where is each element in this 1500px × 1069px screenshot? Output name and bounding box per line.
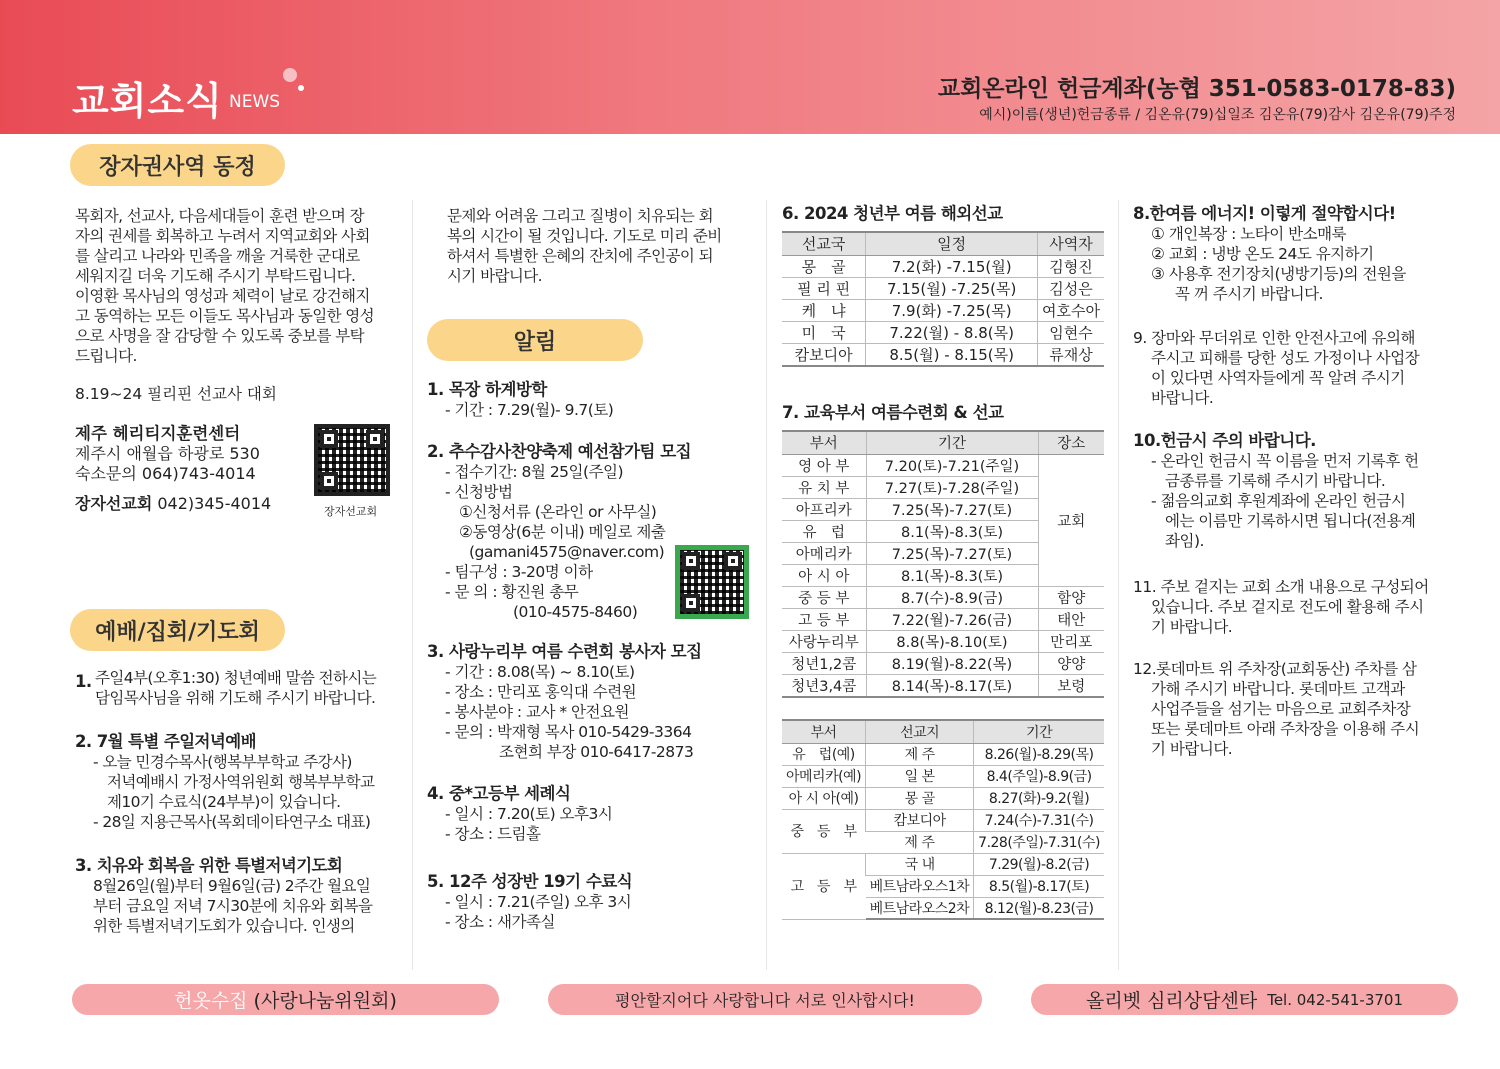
table-row: 아 시 아(예) 몽 골 8.27(화)-9.2(월)	[782, 787, 1104, 809]
account-info: 교회온라인 헌금계좌(농협 351-0583-0178-83)	[937, 76, 1456, 102]
info-11: 11. 주보 겉지는 교회 소개 내용으로 구성되어 있습니다. 주보 겉지로 전도에 활용해 주시 기 바랍니다.	[1133, 578, 1429, 636]
info-9: 9. 장마와 무더위로 인한 안전사고에 유의해 주시고 피해를 당한 성도 가정이나 사업장 이 있다면 사역자들에게 꼭 알려 주시기 바랍니다.	[1133, 329, 1420, 407]
table-row: 미 국 7.22(월) - 8.8(목) 임현수	[782, 321, 1104, 343]
table-row: 중 등 부 8.7(수)-8.9(금) 함양	[782, 586, 1104, 608]
retreat-table: 부서 기간 장소 영 아 부 7.20(토)-7.21(주일) 교회 유 치 부 7.27(토)-7.28(주일) 아프리카 7.25(목)-7.27(토) 유 럽 8.1(목)-8.3(토) 아메리카 7.25(목)-7.27(토) 아 시 아 8.1(목)-8.3(토) 중 등 부 8.7(수)-8.9(금) 함양 고 등 부 7.22(월)-7.26(금) 태안 사랑누리부 8.8(목)-8.10(토) 만리포 청년1,2콤 8.19(월)-8.22(목) 양양 청년3,4콤 8.14(목)-8.17(토) 보령	[782, 430, 1104, 698]
table-row: 사랑누리부 8.8(목)-8.10(토) 만리포	[782, 630, 1104, 652]
section-worship: 예배/집회/기도회	[70, 609, 285, 651]
venue-info: 제주 헤리티지훈련센터 제주시 애월읍 하광로 530 숙소문의 064)743-4014 장자선교회 042)345-4014	[75, 424, 272, 513]
worship-item-3: 3. 치유와 회복을 위한 특별저녁기도회 8월26일(월)부터 9월6일(금) 2주간 월요일 부터 금요일 저녁 7시30분에 치유와 회복을 위한 특별저녁기도회가 있습니다. 인생의	[75, 856, 373, 935]
notice-3: 3. 사랑누리부 여름 수련회 봉사자 모집 - 기간 : 8.08(목) ~ 8.10(토) - 장소 : 만리포 홍익대 수련원 - 봉사분야 : 교사 * 안전요원 - 문의 : 박재형 목사 010-5429-3364 조현희 부장 010-6417-2873	[427, 642, 702, 761]
notice-4: 4. 중*고등부 세례식 - 일시 : 7.20(토) 오후3시 - 장소 : 드림홀	[427, 784, 613, 843]
qr-code-icon[interactable]	[676, 546, 748, 618]
table-6-title: 6. 2024 청년부 여름 해외선교	[782, 204, 1003, 223]
divider	[1118, 200, 1119, 970]
info-8: 8.한여름 에너지! 이렇게 절약합시다! ① 개인복장 : 노타이 반소매룩 ② 교회 : 냉방 온도 24도 유지하기 ③ 사용후 전기장치(냉방기등)의 전원을 꼭 꺼 주시기 바랍니다.	[1133, 204, 1406, 303]
header-banner	[0, 0, 1500, 134]
qr-caption: 장자선교회	[324, 505, 378, 518]
table-row: 케 냐 7.9(화) -7.25(목) 여호수아	[782, 299, 1104, 321]
brand-title: 교회소식	[72, 79, 223, 123]
footer-counseling: 올리벳 심리상담센타 Tel. 042-541-3701	[1031, 984, 1458, 1015]
table-row: 유 럽(예) 제 주 8.26(월)-8.29(목)	[782, 743, 1104, 765]
table-row: 유 럽 8.1(목)-8.3(토)	[782, 520, 1104, 542]
notice-5: 5. 12주 성장반 19기 수료식 - 일시 : 7.21(주일) 오후 3시 - 장소 : 새가족실	[427, 872, 633, 931]
section-notice: 알림	[427, 319, 643, 361]
section-missionary: 장자권사역 동정	[70, 144, 285, 186]
account-example: 예시)이름(생년)헌금종류 / 김온유(79)십일조 김온유(79)감사 김온유(79)주정	[979, 107, 1456, 123]
table-row: 고 등 부 7.22(월)-7.26(금) 태안	[782, 608, 1104, 630]
table-row: 유 치 부 7.27(토)-7.28(주일)	[782, 476, 1104, 498]
worship-item-1: 1. 주일4부(오후1:30) 청년예배 말씀 전하시는 담임목사님을 위해 기도해 주시기 바랍니다.	[75, 669, 377, 707]
table-row: 아메리카 7.25(목)-7.27(토)	[782, 542, 1104, 564]
prayer-continued: 문제와 어려움 그리고 질병이 치유되는 회 복의 시간이 될 것입니다. 기도로 미리 준비 하셔서 특별한 은혜의 잔치에 주인공이 되 시기 바랍니다.	[447, 207, 722, 285]
table-row: 베트남라오스2차 8.12(월)-8.23(금)	[782, 897, 1104, 919]
notice-1: 1. 목장 하계방학 - 기간 : 7.29(월)- 9.7(토)	[427, 380, 614, 419]
table-row: 아 시 아 8.1(목)-8.3(토)	[782, 564, 1104, 586]
table-row: 청년1,2콤 8.19(월)-8.22(목) 양양	[782, 652, 1104, 674]
table-row: 중 등 부 캄보디아 7.24(수)-7.31(수)	[782, 809, 1104, 831]
notice-2: 2. 추수감사찬양축제 예선참가팀 모집 - 접수기간: 8월 25일(주일) - 신청방법 ①신청서류 (온라인 or 사무실) ②동영상(6분 이내) 메일로 제출 (gamani4575@naver.com) - 팀구성 : 3-20명 이하 - 문 의 : 황진원 총무 (010-4575-8460)	[427, 442, 692, 621]
table-row: 필 리 핀 7.15(월) -7.25(목) 김성은	[782, 277, 1104, 299]
decor-dot-icon	[283, 68, 297, 82]
table-row: 베트남라오스1차 8.5(월)-8.17(토)	[782, 875, 1104, 897]
divider	[766, 200, 767, 970]
brand-subtitle: NEWS	[229, 92, 281, 112]
qr-code-icon[interactable]	[314, 424, 390, 496]
decor-dot-small-icon	[298, 85, 304, 91]
info-12: 12.롯데마트 위 주차장(교회동산) 주차를 삼 가해 주시기 바랍니다. 롯데마트 고객과 사업주들을 섬기는 마음으로 교회주차장 또는 롯데마트 아래 주차장을 이용해 주시 기 바랍니다.	[1133, 660, 1420, 758]
table-7-title: 7. 교육부서 여름수련회 & 선교	[782, 403, 1004, 422]
event-info: 8.19~24 필리핀 선교사 대회	[75, 385, 277, 403]
info-10: 10.헌금시 주의 바랍니다. - 온라인 헌금시 꼭 이름을 먼저 기록후 헌 금종류를 기록해 주시기 바랍니다. - 젊음의교회 후원계좌에 온라인 헌금시 에는 이름만 기록하시면 됩니다(전용계 좌임).	[1133, 431, 1419, 550]
table-row: 영 아 부 7.20(토)-7.21(주일) 교회	[782, 454, 1104, 476]
outreach-table: 부서 선교지 기간 유 럽(예) 제 주 8.26(월)-8.29(목) 아메리카(예) 일 본 8.4(주일)-8.9(금) 아 시 아(예) 몽 골 8.27(화)-9.2(월) 중 등 부 캄보디아 7.24(수)-7.31(수) 제 주 7.28(주일)-7.31(수) 고 등 부 국 내 7.29(월)-8.2(금) 베트남라오스1차 8.5(월)-8.17(토) 베트남라오스2차 8.12(월)-8.23(금)	[782, 719, 1104, 920]
divider	[412, 200, 413, 970]
worship-item-2: 2. 7월 특별 주일저녁예배 - 오늘 민경수목사(행복부부학교 주강사) 저녁예배시 가정사역위원회 행복부부학교 제10기 수료식(24부부)이 있습니다. - 28일 지용근목사(목회데이타연구소 대표)	[75, 732, 375, 831]
mission-table: 선교국 일정 사역자 몽 골 7.2(화) -7.15(월) 김형진 필 리 핀 7.15(월) -7.25(목) 김성은 케 냐 7.9(화) -7.25(목) 여호수아 미 국 7.22(월) - 8.8(목) 임현수 캄보디아 8.5(월) - 8.15(목) 류재상	[782, 231, 1104, 367]
footer-greeting: 평안할지어다 사랑합니다 서로 인사합시다!	[548, 984, 982, 1015]
missionary-prayer: 목회자, 선교사, 다음세대들이 훈련 받으며 장 자의 권세를 회복하고 누려서 지역교회와 사회 를 살리고 나라와 민족을 깨울 거룩한 군대로 세워지길 더욱 기도해 주시기 부탁드립니다. 이영환 목사님의 영성과 체력이 날로 강건해지 고 동역하는 모든 이들도 목사님과 동일한 영성 으로 사명을 잘 감당할 수 있도록 중보를 부탁 드립니다.	[75, 207, 375, 365]
table-row: 고 등 부 국 내 7.29(월)-8.2(금)	[782, 853, 1104, 875]
table-row: 제 주 7.28(주일)-7.31(수)	[782, 831, 1104, 853]
table-row: 아메리카(예) 일 본 8.4(주일)-8.9(금)	[782, 765, 1104, 787]
table-row: 청년3,4콤 8.14(목)-8.17(토) 보령	[782, 674, 1104, 697]
footer-clothing-drive: 헌옷수집 (사랑나눔위원회)	[72, 984, 499, 1015]
table-row: 캄보디아 8.5(월) - 8.15(목) 류재상	[782, 343, 1104, 366]
table-row: 아프리카 7.25(목)-7.27(토)	[782, 498, 1104, 520]
table-row: 몽 골 7.2(화) -7.15(월) 김형진	[782, 255, 1104, 277]
